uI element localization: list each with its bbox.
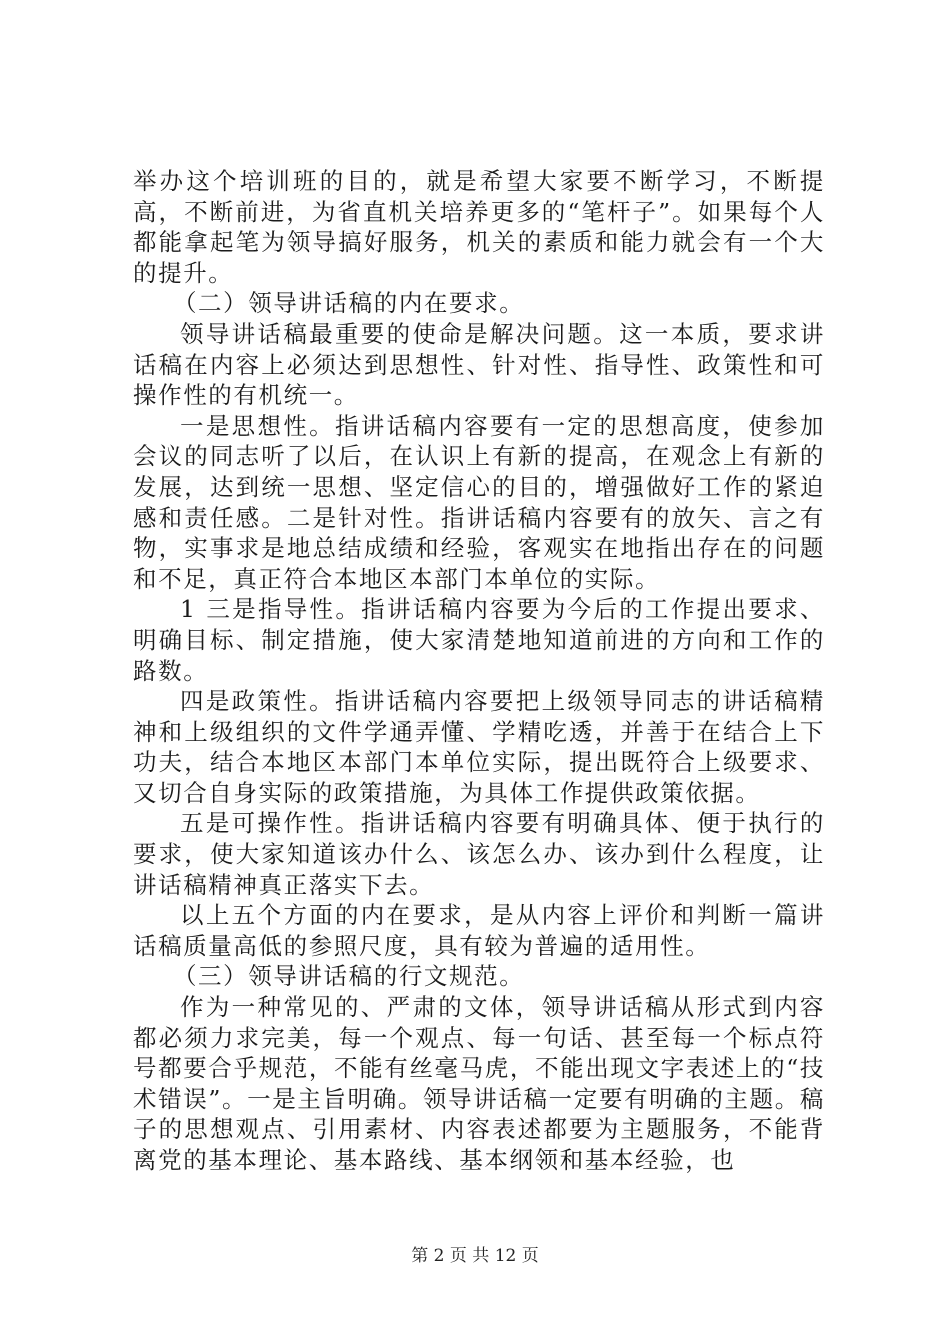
- paragraph-4: 一是思想性。指讲话稿内容要有一定的思想高度，使参加会议的同志听了以后，在认识上有新的提高，在观念上有新的发展，达到统一思想、坚定信心的目的，增强做好工作的紧迫感和责任感。二是针对性。指讲话稿内容要有的放矢、言之有物，实事求是地总结成绩和经验，客观实在地指出存在的问题和不足，真正符合本地区本部门本单位的实际。: [133, 411, 825, 593]
- paragraph-6: 四是政策性。指讲话稿内容要把上级领导同志的讲话稿精神和上级组织的文件学通弄懂、学精吃透，并善于在结合上下功夫，结合本地区本部门本单位实际，提出既符合上级要求、又切合自身实际的政策措施，为具体工作提供政策依据。: [133, 687, 825, 807]
- paragraph-7: 五是可操作性。指讲话稿内容要有明确具体、便于执行的要求，使大家知道该办什么、该怎么办、该办到什么程度，让讲话稿精神真正落实下去。: [133, 809, 825, 899]
- section-heading-2: （二）领导讲话稿的内在要求。: [172, 289, 525, 318]
- paragraph-10: 作为一种常见的、严肃的文体，领导讲话稿从形式到内容都必须力求完美，每一个观点、每一句话、甚至每一个标点符号都要合乎规范，不能有丝毫马虎，不能出现文字表述上的“技术错误”。一是主旨明确。领导讲话稿一定要有明确的主题。稿子的思想观点、引用素材、内容表述都要为主题服务，不能背离党的基本理论、基本路线、基本纲领和基本经验，也: [133, 993, 825, 1174]
- paragraph-1: 举办这个培训班的目的，就是希望大家要不断学习，不断提高，不断前进，为省直机关培养更多的“笔杆子”。如果每个人都能拿起笔为领导搞好服务，机关的素质和能力就会有一个大的提升。: [133, 167, 825, 287]
- paragraph-8: 以上五个方面的内在要求，是从内容上评价和判断一篇讲话稿质量高低的参照尺度，具有较为普遍的适用性。: [133, 901, 825, 960]
- body-text: [133, 166, 825, 1176]
- paragraph-3: 领导讲话稿最重要的使命是解决问题。这一本质，要求讲话稿在内容上必须达到思想性、针对性、指导性、政策性和可操作性的有机统一。: [133, 319, 825, 410]
- section-heading-3: （三）领导讲话稿的行文规范。: [172, 962, 525, 991]
- page-footer: 第 2 页 共 12 页: [411, 1246, 539, 1266]
- paragraph-5: 1 三是指导性。指讲话稿内容要为今后的工作提出要求、明确目标、制定措施，使大家清楚地知道前进的方向和工作的路数。: [133, 595, 825, 685]
